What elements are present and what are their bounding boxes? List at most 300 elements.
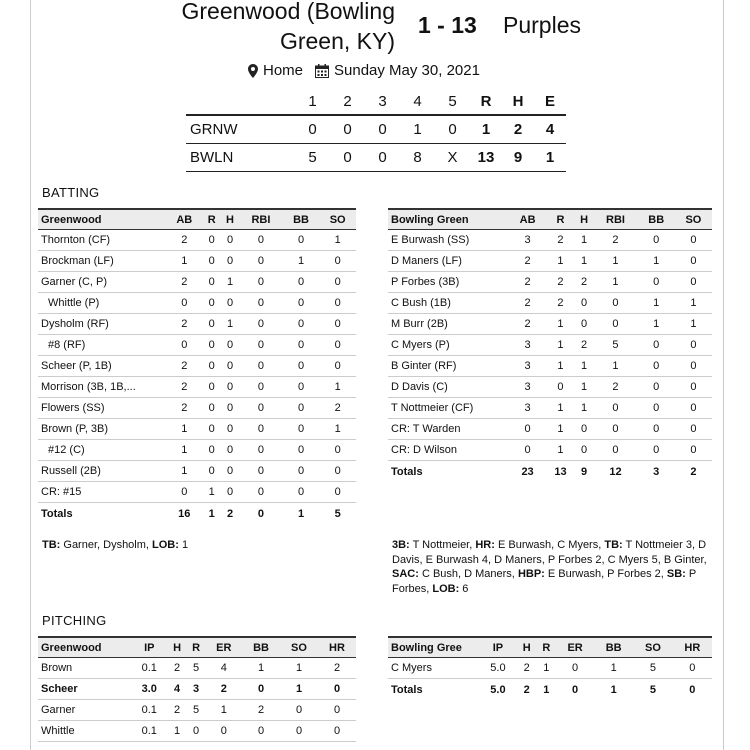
box-row [38, 461, 356, 482]
stat-value: 2 [166, 272, 203, 293]
box-column-label: H [575, 209, 594, 230]
stat-value: 2 [166, 356, 203, 377]
stat-value: 0 [283, 356, 320, 377]
box-row [38, 230, 356, 251]
stat-value: 0 [675, 440, 712, 461]
player-name: D Davis (C) [388, 377, 509, 398]
stat-value: 1 [546, 356, 575, 377]
stat-value: 5 [633, 658, 672, 679]
linescore-inning-runs: 0 [330, 144, 365, 172]
stat-value: 0 [239, 356, 283, 377]
linescore-total: 1 [470, 115, 502, 144]
note-key: HBP: [517, 568, 545, 580]
player-name: CR: #15 [38, 482, 166, 503]
stat-value: 0 [203, 293, 221, 314]
box-team-header: Greenwood [38, 209, 166, 230]
totals-value: 0 [239, 503, 283, 526]
stat-value: 0 [203, 230, 221, 251]
box-column-label: BB [242, 637, 280, 658]
linescore-inning-runs: 0 [365, 144, 400, 172]
box-totals-row [388, 461, 712, 484]
stat-value: 3 [509, 230, 546, 251]
stat-value: 0 [509, 440, 546, 461]
away-batting-notes [42, 538, 352, 553]
box-column-label: BB [638, 209, 675, 230]
stat-value: 0 [221, 293, 239, 314]
stat-value: 0 [675, 377, 712, 398]
stat-value: 1 [546, 251, 575, 272]
stat-value: 2 [206, 679, 243, 700]
stat-value: 1 [575, 251, 594, 272]
box-row [38, 658, 356, 679]
totals-value: 12 [593, 461, 637, 484]
stat-value: 1 [319, 230, 356, 251]
note-key: 3B: [392, 539, 410, 551]
stat-value: 0 [638, 419, 675, 440]
note-key: LOB: [432, 582, 460, 595]
stat-value: 0 [239, 230, 283, 251]
stat-value: 2 [546, 272, 575, 293]
linescore-column-label: 5 [435, 88, 470, 115]
note-key: SB: [666, 568, 686, 580]
stat-value: 0 [283, 335, 320, 356]
stat-value: 1 [593, 272, 637, 293]
stat-value: 0 [221, 377, 239, 398]
totals-value: 2 [675, 461, 712, 484]
player-name: Brockman (LF) [38, 251, 166, 272]
player-name: Brown (P, 3B) [38, 419, 166, 440]
stat-value: 0 [283, 272, 320, 293]
stat-value: 0 [319, 293, 356, 314]
stat-value: 0 [319, 314, 356, 335]
linescore-header [186, 88, 566, 115]
player-name: D Maners (LF) [388, 251, 509, 272]
note-text: 1 [178, 539, 189, 551]
linescore-column-label: 2 [330, 88, 365, 115]
stat-value: 1 [203, 482, 221, 503]
linescore-inning-runs: 0 [365, 115, 400, 144]
stat-value: 0.1 [131, 700, 168, 721]
stat-value: 2 [509, 251, 546, 272]
stat-value: 1 [638, 251, 675, 272]
stat-value: 0 [203, 419, 221, 440]
stat-value: 0 [638, 398, 675, 419]
linescore-total: 2 [502, 115, 534, 144]
stat-value: 0 [203, 335, 221, 356]
player-name: P Forbes (3B) [388, 272, 509, 293]
box-column-label: H [168, 637, 187, 658]
box-row [388, 335, 712, 356]
game-meta [248, 62, 480, 79]
box-column-label: RBI [593, 209, 637, 230]
stat-value: 0 [221, 251, 239, 272]
box-column-label: R [187, 637, 206, 658]
stat-value: 0 [675, 251, 712, 272]
stat-value: 0 [283, 293, 320, 314]
stat-value: 1 [166, 419, 203, 440]
linescore-inning-runs: 0 [330, 115, 365, 144]
stat-value: 0 [283, 440, 320, 461]
stat-value: 2 [593, 377, 637, 398]
box-row [38, 272, 356, 293]
stat-value: 1 [221, 272, 239, 293]
box-column-label: IP [479, 637, 517, 658]
linescore-column-label: 4 [400, 88, 435, 115]
stat-value: 3 [509, 377, 546, 398]
totals-value: 9 [575, 461, 594, 484]
stat-value: 0 [283, 314, 320, 335]
stat-value: 3 [187, 679, 206, 700]
box-column-label: SO [319, 209, 356, 230]
stat-value: 0 [593, 419, 637, 440]
stat-value: 0 [675, 419, 712, 440]
stat-value: 0 [283, 482, 320, 503]
player-name: T Nottmeier (CF) [388, 398, 509, 419]
stat-value: 2 [166, 314, 203, 335]
home-batting-notes [392, 538, 712, 596]
stat-value: 0 [221, 335, 239, 356]
note-text: Garner, Dysholm, [60, 539, 153, 551]
stat-value: 0 [239, 272, 283, 293]
linescore-inning-runs: 1 [400, 115, 435, 144]
linescore-inning-runs: 0 [295, 115, 330, 144]
player-name: CR: D Wilson [388, 440, 509, 461]
box-column-label: SO [633, 637, 672, 658]
box-column-label: SO [675, 209, 712, 230]
stat-value: 0 [239, 377, 283, 398]
player-name: B Ginter (RF) [388, 356, 509, 377]
stat-value: 2 [593, 230, 637, 251]
stat-value: 1 [319, 377, 356, 398]
box-totals-row [38, 503, 356, 526]
linescore-column-label: R [470, 88, 502, 115]
totals-value: 16 [166, 503, 203, 526]
stat-value: 2 [509, 314, 546, 335]
stat-value: 0 [593, 293, 637, 314]
stat-value: 0 [239, 251, 283, 272]
stat-value: 1 [575, 230, 594, 251]
box-column-label: HR [318, 637, 356, 658]
stat-value: 0 [319, 272, 356, 293]
totals-value: 2 [221, 503, 239, 526]
stat-value: 1 [546, 419, 575, 440]
stat-value: 5 [593, 335, 637, 356]
stat-value: 1 [166, 461, 203, 482]
stat-value: 0 [638, 272, 675, 293]
totals-value: 5 [633, 679, 672, 702]
stat-value: 2 [546, 293, 575, 314]
stat-value: 0 [166, 293, 203, 314]
stat-value: 0 [675, 272, 712, 293]
home-batting-table [388, 208, 712, 483]
stat-value: 0 [239, 335, 283, 356]
player-name: Whittle [38, 721, 131, 742]
player-name: Garner [38, 700, 131, 721]
box-row [38, 356, 356, 377]
stat-value: 0 [675, 230, 712, 251]
stat-value: 0 [675, 335, 712, 356]
stat-value: 0 [319, 440, 356, 461]
player-name: Scheer (P, 1B) [38, 356, 166, 377]
player-name: Dysholm (RF) [38, 314, 166, 335]
box-row [38, 314, 356, 335]
stat-value: 0 [575, 314, 594, 335]
note-text: 6 [459, 582, 469, 595]
player-name: Brown [38, 658, 131, 679]
stat-value: 1 [546, 314, 575, 335]
stat-value: 0 [318, 700, 356, 721]
stat-value: 1 [546, 398, 575, 419]
box-column-label: ER [206, 637, 243, 658]
linescore-total: 9 [502, 144, 534, 172]
linescore-table [186, 88, 566, 172]
away-team-name: Greenwood (Bowling Green, KY) [181, 0, 395, 54]
linescore-row [186, 144, 566, 172]
totals-value: 0 [673, 679, 712, 702]
note-key: HR: [475, 539, 495, 551]
player-name: Scheer [38, 679, 131, 700]
stat-value: 0 [546, 377, 575, 398]
stat-value: 1 [168, 721, 187, 742]
stat-value: 1 [593, 251, 637, 272]
stat-value: 0 [675, 398, 712, 419]
stat-value: 0 [221, 419, 239, 440]
stat-value: 4 [168, 679, 187, 700]
stat-value: 1 [594, 658, 633, 679]
stat-value: 0 [319, 335, 356, 356]
box-row [38, 398, 356, 419]
stat-value: 0 [239, 419, 283, 440]
stat-value: 0 [203, 314, 221, 335]
note-text: C Bush, D Maners, [418, 568, 518, 580]
stat-value: 1 [166, 251, 203, 272]
stat-value: 0 [239, 482, 283, 503]
note-key: TB: [604, 539, 623, 551]
stat-value: 0 [638, 377, 675, 398]
stat-value: 1 [546, 335, 575, 356]
stat-value: 0 [283, 398, 320, 419]
stat-value: 1 [638, 314, 675, 335]
stat-value: 0 [283, 377, 320, 398]
stat-value: 0 [638, 356, 675, 377]
stat-value: 4 [206, 658, 243, 679]
stat-value: 0 [221, 356, 239, 377]
stat-value: 0 [239, 461, 283, 482]
box-totals-row [388, 679, 712, 702]
box-header-row [38, 209, 356, 230]
stat-value: 2 [166, 398, 203, 419]
stat-value: 0 [319, 482, 356, 503]
stat-value: 0 [239, 440, 283, 461]
player-name: Russell (2B) [38, 461, 166, 482]
stat-value: 0 [638, 335, 675, 356]
stat-value: 1 [575, 356, 594, 377]
linescore-column-label: 1 [295, 88, 330, 115]
player-name: C Myers (P) [388, 335, 509, 356]
box-row [388, 272, 712, 293]
stat-value: 0 [318, 721, 356, 742]
linescore-inning-runs: 0 [435, 115, 470, 144]
box-column-label: R [537, 637, 557, 658]
stat-value: 0 [221, 230, 239, 251]
box-column-label: R [546, 209, 575, 230]
stat-value: 0 [319, 251, 356, 272]
stat-value: 0 [203, 461, 221, 482]
stat-value: 0 [239, 398, 283, 419]
stat-value: 1 [242, 658, 280, 679]
stat-value: 0 [280, 700, 318, 721]
stat-value: 0.1 [131, 721, 168, 742]
box-header-row [388, 209, 712, 230]
stat-value: 0 [283, 461, 320, 482]
stat-value: 2 [318, 658, 356, 679]
box-column-label: SO [280, 637, 318, 658]
game-location: Home [263, 62, 304, 79]
stat-value: 2 [517, 658, 537, 679]
box-row [38, 440, 356, 461]
player-name: C Myers [388, 658, 479, 679]
linescore-team: GRNW [186, 115, 295, 144]
totals-value: 5.0 [479, 679, 517, 702]
box-row [388, 356, 712, 377]
box-row [38, 679, 356, 700]
stat-value: 0 [638, 440, 675, 461]
stat-value: 0 [638, 230, 675, 251]
linescore-team: BWLN [186, 144, 295, 172]
stat-value: 2 [575, 335, 594, 356]
note-key: TB: [42, 539, 61, 551]
stat-value: 0 [283, 230, 320, 251]
stat-value: 0 [203, 272, 221, 293]
stat-value: 2 [166, 377, 203, 398]
stat-value: 1 [675, 293, 712, 314]
totals-value: 1 [537, 679, 557, 702]
stat-value: 0 [319, 461, 356, 482]
stat-value: 0 [221, 440, 239, 461]
player-name: Morrison (3B, 1B,... [38, 377, 166, 398]
stat-value: 0 [319, 356, 356, 377]
stat-value: 0 [166, 335, 203, 356]
box-team-header: Greenwood [38, 637, 131, 658]
box-row [38, 293, 356, 314]
player-name: C Bush (1B) [388, 293, 509, 314]
stat-value: 2 [575, 272, 594, 293]
box-team-header: Bowling Green [388, 209, 509, 230]
note-key: SAC: [392, 568, 419, 580]
stat-value: 3 [509, 335, 546, 356]
stat-value: 1 [537, 658, 557, 679]
box-row [388, 419, 712, 440]
stat-value: 1 [593, 356, 637, 377]
note-text: T Nottmeier, [409, 539, 476, 551]
player-name: Thornton (CF) [38, 230, 166, 251]
note-key: LOB: [152, 539, 179, 551]
stat-value: 0 [203, 398, 221, 419]
stat-value: 0 [593, 314, 637, 335]
stat-value: 5 [187, 658, 206, 679]
linescore-total: 13 [470, 144, 502, 172]
totals-label: Totals [388, 679, 479, 702]
stat-value: 1 [575, 377, 594, 398]
stat-value: 0 [203, 356, 221, 377]
box-column-label: BB [594, 637, 633, 658]
stat-value: 1 [221, 314, 239, 335]
linescore-team-header [186, 88, 295, 115]
linescore-inning-runs: 5 [295, 144, 330, 172]
game-date: Sunday May 30, 2021 [334, 62, 480, 79]
stat-value: 0 [283, 419, 320, 440]
stat-value: 2 [168, 658, 187, 679]
note-text: E Burwash, P Forbes 2, [544, 568, 667, 580]
stat-value: 0 [203, 440, 221, 461]
location-pin-icon [248, 64, 258, 78]
stat-value: 0 [221, 398, 239, 419]
stat-value: 2 [168, 700, 187, 721]
away-batting-table [38, 208, 356, 525]
stat-value: 2 [242, 700, 280, 721]
box-column-label: AB [166, 209, 203, 230]
player-name: Garner (C, P) [38, 272, 166, 293]
totals-value: 5 [319, 503, 356, 526]
final-score: 1 - 13 [418, 12, 477, 38]
box-header-row [38, 637, 356, 658]
totals-value: 2 [517, 679, 537, 702]
stat-value: 3 [509, 356, 546, 377]
stat-value: 2 [166, 230, 203, 251]
stat-value: 0 [673, 658, 712, 679]
stat-value: 0 [556, 658, 594, 679]
box-column-label: IP [131, 637, 168, 658]
stat-value: 3.0 [131, 679, 168, 700]
linescore-inning-runs: 8 [400, 144, 435, 172]
linescore-total: 1 [534, 144, 566, 172]
home-pitching-table [388, 636, 712, 701]
stat-value: 2 [546, 230, 575, 251]
stat-value: 0 [203, 377, 221, 398]
box-row [388, 251, 712, 272]
box-team-header: Bowling Gree [388, 637, 479, 658]
note-text: T Nottmeier 3, D Davis, E Burwash 4, D Maners, P Forbes 2, C Myers 5, B Ginter, [392, 539, 707, 566]
stat-value: 5.0 [479, 658, 517, 679]
stat-value: 0 [187, 721, 206, 742]
stat-value: 0 [203, 251, 221, 272]
stat-value: 0 [242, 721, 280, 742]
stat-value: 1 [283, 251, 320, 272]
box-column-label: R [203, 209, 221, 230]
box-row [388, 230, 712, 251]
home-team-name: Purples [503, 12, 581, 38]
stat-value: 1 [206, 700, 243, 721]
linescore-column-label: 3 [365, 88, 400, 115]
player-name: CR: T Warden [388, 419, 509, 440]
stat-value: 0 [675, 356, 712, 377]
box-row [388, 658, 712, 679]
box-column-label: HR [673, 637, 712, 658]
box-column-label: H [221, 209, 239, 230]
stat-value: 2 [509, 293, 546, 314]
stat-value: 2 [319, 398, 356, 419]
stat-value: 0 [575, 440, 594, 461]
player-name: E Burwash (SS) [388, 230, 509, 251]
box-column-label: AB [509, 209, 546, 230]
stat-value: 1 [280, 679, 318, 700]
totals-value: 23 [509, 461, 546, 484]
totals-label: Totals [388, 461, 509, 484]
stat-value: 0 [318, 679, 356, 700]
stat-value: 0 [242, 679, 280, 700]
linescore-total: 4 [534, 115, 566, 144]
box-row [388, 314, 712, 335]
